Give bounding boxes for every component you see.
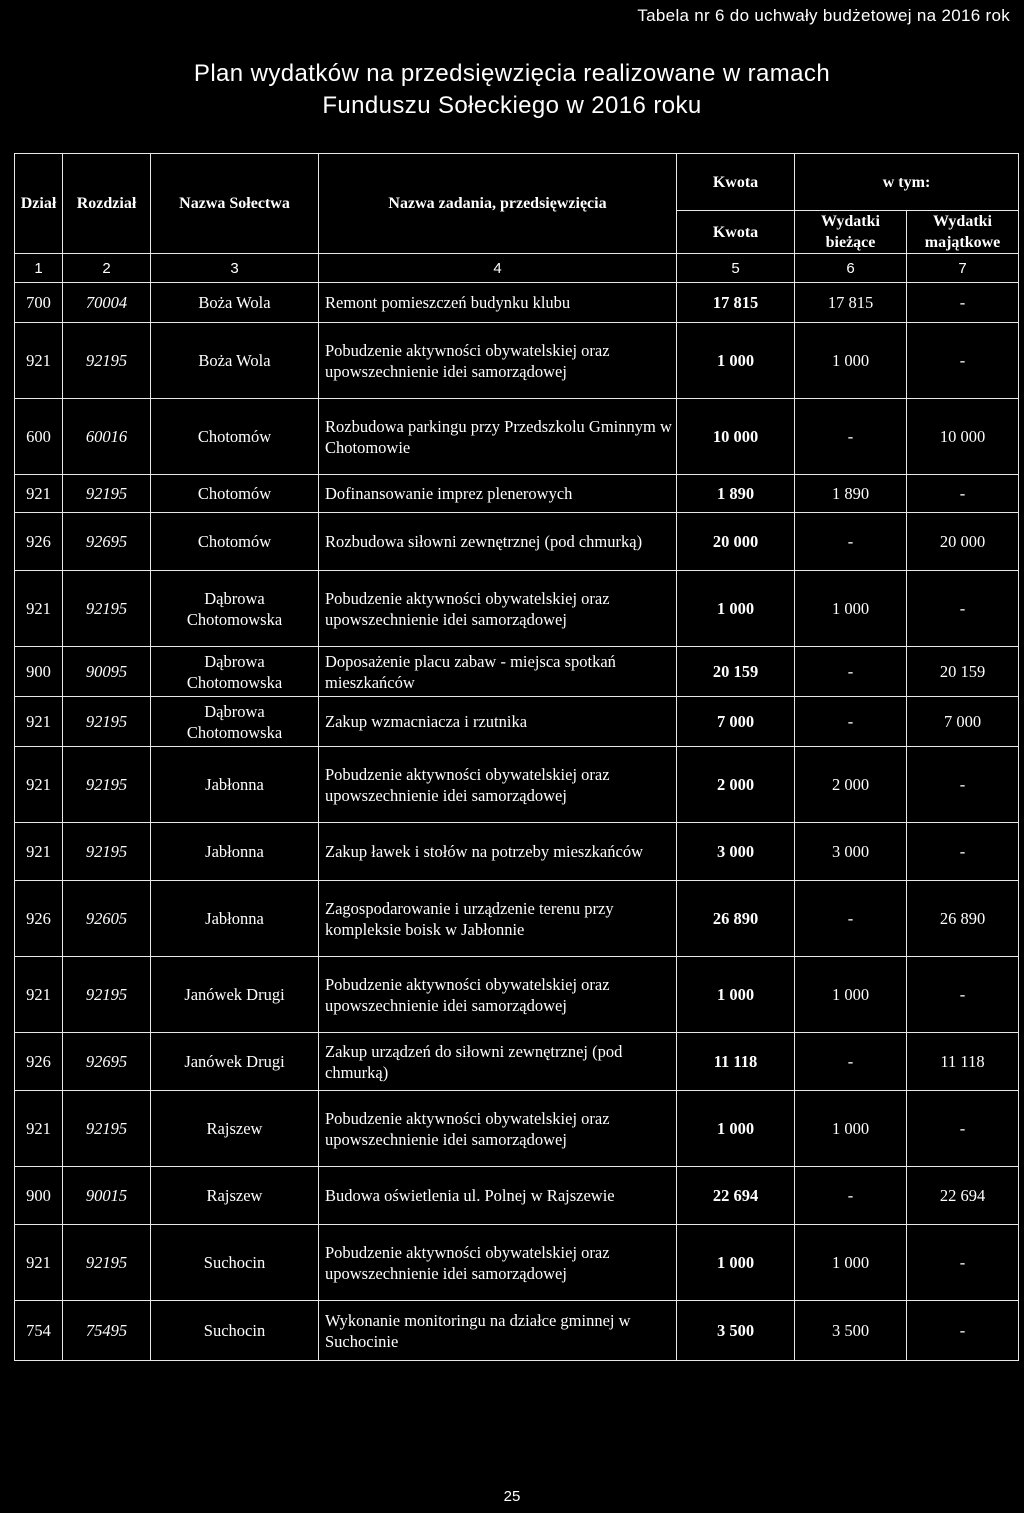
cell-wydatki-majatkowe: - bbox=[907, 1301, 1019, 1361]
cell-wydatki-biezace: - bbox=[795, 513, 907, 571]
cell-rozdzial: 92195 bbox=[63, 571, 151, 647]
cell-rozdzial: 92195 bbox=[63, 475, 151, 513]
cell-zadanie: Zakup wzmacniacza i rzutnika bbox=[319, 697, 677, 747]
cell-kwota: 11 118 bbox=[677, 1033, 795, 1091]
table-row bbox=[15, 513, 1019, 571]
cell-dzial: 600 bbox=[15, 399, 63, 475]
cell-wydatki-majatkowe: 26 890 bbox=[907, 881, 1019, 957]
cell-kwota: 1 000 bbox=[677, 1225, 795, 1301]
cell-dzial: 921 bbox=[15, 475, 63, 513]
cell-zadanie: Pobudzenie aktywności obywatelskiej oraz upowszechnienie idei samorządowej bbox=[319, 1225, 677, 1301]
cell-wydatki-majatkowe: 10 000 bbox=[907, 399, 1019, 475]
cell-rozdzial: 92605 bbox=[63, 881, 151, 957]
cell-zadanie: Zakup ławek i stołów na potrzeby mieszkańców bbox=[319, 823, 677, 881]
document-reference: Tabela nr 6 do uchwały budżetowej na 2016 rok bbox=[637, 6, 1010, 25]
cell-kwota: 17 815 bbox=[677, 283, 795, 323]
cell-kwota: 20 000 bbox=[677, 513, 795, 571]
header-w-tym: w tym: bbox=[795, 154, 1019, 211]
cell-kwota: 2 000 bbox=[677, 747, 795, 823]
cell-zadanie: Rozbudowa siłowni zewnętrznej (pod chmurką) bbox=[319, 513, 677, 571]
header-wydatki-majatkowe: Wydatki majątkowe bbox=[907, 211, 1019, 254]
table-row bbox=[15, 475, 1019, 513]
column-numbers-row bbox=[15, 254, 1019, 283]
header-kwota: Kwota bbox=[677, 154, 795, 211]
cell-kwota: 1 000 bbox=[677, 1091, 795, 1167]
column-number: 6 bbox=[795, 254, 907, 283]
cell-wydatki-biezace: - bbox=[795, 1167, 907, 1225]
cell-rozdzial: 92695 bbox=[63, 513, 151, 571]
cell-solectwo: Dąbrowa Chotomowska bbox=[151, 647, 319, 697]
cell-zadanie: Wykonanie monitoringu na działce gminnej w Suchocinie bbox=[319, 1301, 677, 1361]
cell-zadanie: Doposażenie placu zabaw - miejsca spotkań mieszkańców bbox=[319, 647, 677, 697]
cell-solectwo: Rajszew bbox=[151, 1167, 319, 1225]
cell-solectwo: Boża Wola bbox=[151, 283, 319, 323]
cell-wydatki-majatkowe: - bbox=[907, 475, 1019, 513]
table-row bbox=[15, 571, 1019, 647]
cell-solectwo: Janówek Drugi bbox=[151, 1033, 319, 1091]
cell-dzial: 926 bbox=[15, 881, 63, 957]
cell-wydatki-majatkowe: 11 118 bbox=[907, 1033, 1019, 1091]
cell-wydatki-majatkowe: - bbox=[907, 283, 1019, 323]
cell-rozdzial: 92695 bbox=[63, 1033, 151, 1091]
cell-wydatki-majatkowe: 20 000 bbox=[907, 513, 1019, 571]
cell-zadanie: Pobudzenie aktywności obywatelskiej oraz upowszechnienie idei samorządowej bbox=[319, 323, 677, 399]
cell-wydatki-biezace: 1 890 bbox=[795, 475, 907, 513]
cell-wydatki-majatkowe: 7 000 bbox=[907, 697, 1019, 747]
cell-zadanie: Remont pomieszczeń budynku klubu bbox=[319, 283, 677, 323]
table-row bbox=[15, 323, 1019, 399]
table-row bbox=[15, 1225, 1019, 1301]
cell-dzial: 926 bbox=[15, 1033, 63, 1091]
cell-dzial: 700 bbox=[15, 283, 63, 323]
cell-rozdzial: 70004 bbox=[63, 283, 151, 323]
cell-solectwo: Jabłonna bbox=[151, 747, 319, 823]
cell-wydatki-biezace: 2 000 bbox=[795, 747, 907, 823]
header-rozdzial: Rozdział bbox=[63, 154, 151, 254]
cell-wydatki-biezace: 3 000 bbox=[795, 823, 907, 881]
cell-kwota: 1 000 bbox=[677, 957, 795, 1033]
cell-dzial: 921 bbox=[15, 1091, 63, 1167]
column-number: 1 bbox=[15, 254, 63, 283]
cell-wydatki-biezace: - bbox=[795, 399, 907, 475]
cell-zadanie: Budowa oświetlenia ul. Polnej w Rajszewie bbox=[319, 1167, 677, 1225]
table-row bbox=[15, 747, 1019, 823]
table-row bbox=[15, 647, 1019, 697]
column-number: 7 bbox=[907, 254, 1019, 283]
cell-dzial: 921 bbox=[15, 957, 63, 1033]
cell-wydatki-biezace: 1 000 bbox=[795, 1225, 907, 1301]
cell-kwota: 7 000 bbox=[677, 697, 795, 747]
table-row bbox=[15, 1091, 1019, 1167]
cell-wydatki-majatkowe: - bbox=[907, 957, 1019, 1033]
cell-wydatki-biezace: 1 000 bbox=[795, 571, 907, 647]
cell-kwota: 22 694 bbox=[677, 1167, 795, 1225]
header-dzial: Dział bbox=[15, 154, 63, 254]
cell-wydatki-majatkowe: 22 694 bbox=[907, 1167, 1019, 1225]
cell-wydatki-biezace: 1 000 bbox=[795, 1091, 907, 1167]
table-row bbox=[15, 283, 1019, 323]
cell-wydatki-biezace: - bbox=[795, 647, 907, 697]
cell-kwota: 1 890 bbox=[677, 475, 795, 513]
cell-wydatki-majatkowe: - bbox=[907, 571, 1019, 647]
cell-rozdzial: 92195 bbox=[63, 957, 151, 1033]
cell-solectwo: Rajszew bbox=[151, 1091, 319, 1167]
table-row bbox=[15, 697, 1019, 747]
cell-rozdzial: 90095 bbox=[63, 647, 151, 697]
table-row bbox=[15, 1167, 1019, 1225]
cell-solectwo: Chotomów bbox=[151, 513, 319, 571]
page-number: 25 bbox=[503, 1488, 521, 1505]
table-row bbox=[15, 957, 1019, 1033]
table-body bbox=[15, 283, 1019, 1361]
title-line-1: Plan wydatków na przedsięwzięcia realizowane w ramach bbox=[193, 60, 831, 87]
table-row bbox=[15, 1301, 1019, 1361]
cell-rozdzial: 60016 bbox=[63, 399, 151, 475]
cell-zadanie: Pobudzenie aktywności obywatelskiej oraz upowszechnienie idei samorządowej bbox=[319, 571, 677, 647]
expenditure-table bbox=[14, 153, 1019, 1361]
cell-wydatki-biezace: - bbox=[795, 697, 907, 747]
header-kwota-ogolem: Kwota bbox=[677, 211, 795, 254]
cell-kwota: 3 000 bbox=[677, 823, 795, 881]
cell-rozdzial: 92195 bbox=[63, 1091, 151, 1167]
cell-wydatki-majatkowe: - bbox=[907, 747, 1019, 823]
column-number: 3 bbox=[151, 254, 319, 283]
cell-zadanie: Dofinansowanie imprez plenerowych bbox=[319, 475, 677, 513]
cell-solectwo: Suchocin bbox=[151, 1225, 319, 1301]
header-solectwo: Nazwa Sołectwa bbox=[151, 154, 319, 254]
cell-wydatki-biezace: 1 000 bbox=[795, 323, 907, 399]
cell-wydatki-majatkowe: 20 159 bbox=[907, 647, 1019, 697]
cell-kwota: 26 890 bbox=[677, 881, 795, 957]
table-row bbox=[15, 399, 1019, 475]
cell-dzial: 921 bbox=[15, 323, 63, 399]
cell-wydatki-biezace: 3 500 bbox=[795, 1301, 907, 1361]
cell-solectwo: Jabłonna bbox=[151, 881, 319, 957]
cell-zadanie: Zakup urządzeń do siłowni zewnętrznej (pod chmurką) bbox=[319, 1033, 677, 1091]
cell-dzial: 921 bbox=[15, 823, 63, 881]
cell-rozdzial: 75495 bbox=[63, 1301, 151, 1361]
header-zadanie: Nazwa zadania, przedsięwzięcia bbox=[319, 154, 677, 254]
cell-kwota: 10 000 bbox=[677, 399, 795, 475]
cell-wydatki-majatkowe: - bbox=[907, 1091, 1019, 1167]
cell-rozdzial: 92195 bbox=[63, 323, 151, 399]
cell-solectwo: Suchocin bbox=[151, 1301, 319, 1361]
cell-zadanie: Pobudzenie aktywności obywatelskiej oraz upowszechnienie idei samorządowej bbox=[319, 747, 677, 823]
cell-wydatki-majatkowe: - bbox=[907, 323, 1019, 399]
cell-zadanie: Pobudzenie aktywności obywatelskiej oraz upowszechnienie idei samorządowej bbox=[319, 1091, 677, 1167]
column-number: 5 bbox=[677, 254, 795, 283]
cell-wydatki-biezace: - bbox=[795, 1033, 907, 1091]
table-row bbox=[15, 823, 1019, 881]
cell-kwota: 20 159 bbox=[677, 647, 795, 697]
page-title bbox=[0, 58, 1024, 122]
cell-wydatki-biezace: 17 815 bbox=[795, 283, 907, 323]
cell-dzial: 926 bbox=[15, 513, 63, 571]
cell-dzial: 921 bbox=[15, 1225, 63, 1301]
cell-solectwo: Janówek Drugi bbox=[151, 957, 319, 1033]
cell-wydatki-majatkowe: - bbox=[907, 1225, 1019, 1301]
cell-dzial: 921 bbox=[15, 747, 63, 823]
cell-dzial: 900 bbox=[15, 1167, 63, 1225]
cell-solectwo: Chotomów bbox=[151, 475, 319, 513]
cell-solectwo: Jabłonna bbox=[151, 823, 319, 881]
cell-zadanie: Rozbudowa parkingu przy Przedszkolu Gminnym w Chotomowie bbox=[319, 399, 677, 475]
cell-zadanie: Zagospodarowanie i urządzenie terenu przy kompleksie boisk w Jabłonnie bbox=[319, 881, 677, 957]
cell-dzial: 921 bbox=[15, 697, 63, 747]
cell-rozdzial: 92195 bbox=[63, 747, 151, 823]
cell-rozdzial: 92195 bbox=[63, 823, 151, 881]
cell-rozdzial: 90015 bbox=[63, 1167, 151, 1225]
column-number: 2 bbox=[63, 254, 151, 283]
table-row bbox=[15, 1033, 1019, 1091]
table-row bbox=[15, 881, 1019, 957]
cell-rozdzial: 92195 bbox=[63, 1225, 151, 1301]
cell-zadanie: Pobudzenie aktywności obywatelskiej oraz upowszechnienie idei samorządowej bbox=[319, 957, 677, 1033]
cell-solectwo: Boża Wola bbox=[151, 323, 319, 399]
cell-kwota: 3 500 bbox=[677, 1301, 795, 1361]
cell-kwota: 1 000 bbox=[677, 571, 795, 647]
cell-wydatki-majatkowe: - bbox=[907, 823, 1019, 881]
cell-dzial: 921 bbox=[15, 571, 63, 647]
cell-solectwo: Dąbrowa Chotomowska bbox=[151, 697, 319, 747]
header-wydatki-biezace: Wydatki bieżące bbox=[795, 211, 907, 254]
cell-dzial: 754 bbox=[15, 1301, 63, 1361]
cell-kwota: 1 000 bbox=[677, 323, 795, 399]
cell-solectwo: Dąbrowa Chotomowska bbox=[151, 571, 319, 647]
cell-wydatki-biezace: 1 000 bbox=[795, 957, 907, 1033]
cell-dzial: 900 bbox=[15, 647, 63, 697]
cell-solectwo: Chotomów bbox=[151, 399, 319, 475]
cell-wydatki-biezace: - bbox=[795, 881, 907, 957]
column-number: 4 bbox=[319, 254, 677, 283]
cell-rozdzial: 92195 bbox=[63, 697, 151, 747]
title-line-2: Funduszu Sołeckiego w 2016 roku bbox=[322, 92, 702, 119]
